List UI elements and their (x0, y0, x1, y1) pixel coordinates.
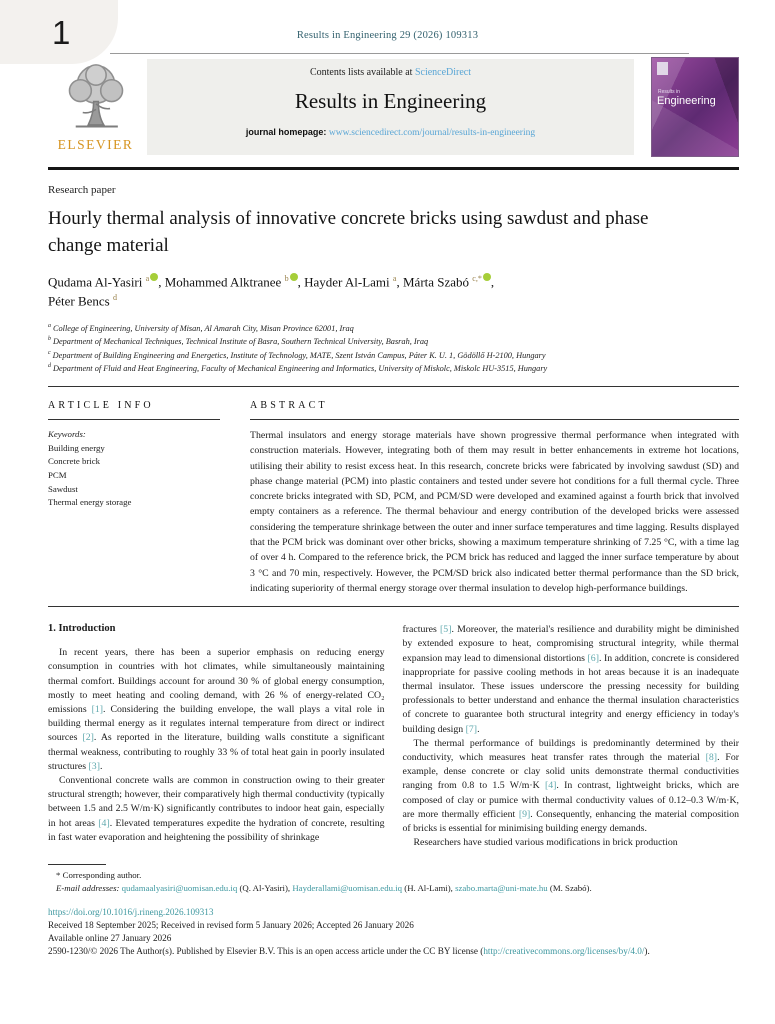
citation-link[interactable]: [7] (465, 723, 478, 735)
abstract-text: Thermal insulators and energy storage materials have shown progressive thermal performance when integrated with construction materials. However, integrating both of them may result in better enhancements in extreme hot locations, utilising their ability to resist excess heat. In this research, concrete bricks were fabricated by involving sawdust (SD) and phase change material (PCM) into plastic containers and tested under severe hot conditions for a full thermal cycle. Three concrete bricks integrated with SD, PCM, and PCM/SD were developed and examined against a fourth brick that involved empty containers as a reference. The thermal behaviour and energy contribution of the developed bricks were assessed considering the temperature shrinkage between the outer and inner surface temperatures and time lagging. Results displayed that the PCM brick was dominant over other bricks, showing a maximum temperature shrinking of 7.25 °C, with a time lag of over 4 h. Compared to the reference brick, the PCM brick has reduced and lagged the inner surface temperature by about 3 °C and 70 min, respectively. However, the PCM/SD brick also indicated better thermal performance than the SD brick, indicating superiority of thermal energy storage over thermal insulation to develop high-performance buildings. (250, 430, 739, 594)
cover-title-small: Results in (658, 89, 680, 95)
journal-header-box (147, 59, 634, 155)
affiliation (48, 362, 739, 376)
affiliation-sup: d (48, 363, 51, 370)
page-number: 1 (52, 14, 71, 51)
doi-link[interactable]: https://doi.org/10.1016/j.rineng.2026.109313 (48, 907, 214, 918)
link[interactable]: Hayderallami@uomisan.edu.iq (292, 883, 403, 894)
abstract-heading: ABSTRACT (250, 400, 328, 412)
orcid-icon[interactable] (150, 273, 158, 281)
journal-title: Results in Engineering (294, 89, 487, 113)
paragraph: In recent years, there has been a superior emphasis on reducing energy consumption in countries with hot climates, while simultaneously maintaining thermal comfort. Buildings account for around 30 % of global energy consumption, mostly to meet heating and cooling demand, with 26 % of energy-related CO₂ emissions [1]. Considering the building envelope, the wall plays a vital role in building thermal energy as it regulates internal temperature from direct or indirect sources [2]. As reported in the literature, building walls constitute a significant thermal weakness, contributing to roughly 33 % of total heat gain in poorly insulated structures [3]. (48, 647, 385, 772)
journal-reference: Results in Engineering 29 (2026) 109313 (296, 30, 479, 41)
publication-info (48, 907, 739, 956)
info-abstract-section (48, 400, 739, 596)
body-text (48, 623, 739, 850)
divider (250, 419, 739, 420)
footnote-block (48, 864, 739, 893)
keyword: Concrete brick (48, 456, 101, 467)
elsevier-wordmark: ELSEVIER (57, 137, 134, 152)
paragraph: fractures [5]. Moreover, the material's resilience and durability might be diminished by extended exposure to heat, compromising structural integrity, while thermal expansion may lead to dimensional distortions [6]. In addition, concrete is considered inappropriate for passive cooling methods in hot areas because it is an inadequate thermal insulator. These issues underscore the pressing necessity for building professionals to better understand and enhance the thermal insulation characteristics of concrete to guarantee both structural integrity and energy efficiency in today's building design [7]. (402, 624, 740, 735)
article-info-column (48, 400, 220, 596)
keywords-label: Keywords: (48, 429, 86, 440)
corresponding-author-note: * Corresponding author. (56, 870, 142, 881)
affiliation (48, 349, 739, 363)
divider-thick (48, 167, 739, 170)
body-column-left (48, 623, 385, 850)
keyword: Thermal energy storage (48, 497, 132, 508)
paragraph: Conventional concrete walls are common in construction owing to their greater structural strength; however, their comparatively high thermal conductivity (typically between 1.5 and 2.5 W/m·K) significantly contributes to indoor heat gain, especially in hot areas [4]. Elevated temperatures expedite the hydration of concrete, resulting in fast water evaporation and heightening the possibility of shrinkage (48, 774, 385, 843)
available-online: Available online 27 January 2026 (48, 933, 172, 944)
affiliation-sup: c (48, 349, 51, 356)
citation-link[interactable]: [3] (88, 760, 100, 772)
elsevier-tree-icon (57, 61, 135, 139)
affiliation-text: College of Engineering, University of Misan, Al Amarah City, Misan Province 62001, Iraq (52, 323, 354, 333)
article-title: Hourly thermal analysis of innovative concrete bricks using sawdust and phase change material (48, 208, 649, 256)
contents-line: Contents lists available at ScienceDirect (309, 67, 472, 78)
keyword: Building energy (48, 442, 105, 453)
email-addresses-line: E-mail addresses: qudamaalyasiri@uomisan.edu.iq (Q. Al-Yasiri), Hayderallami@uomisan.edu.iq (H. Al-Lami), szabo.marta@uni-mate.hu (M. Szabó). (56, 883, 592, 894)
citation-link[interactable]: [5] (440, 624, 452, 636)
section-heading: 1. Introduction (48, 623, 116, 635)
affiliations (48, 322, 739, 377)
affiliation-text: Department of Building Engineering and Energetics, Institute of Technology, MATE, Szent István Campus, Páter K. U. 1, Gödöllő H-2100, Hungary (52, 350, 546, 360)
body-column-right (403, 623, 740, 850)
link[interactable]: http://creativecommons.org/licenses/by/4.0/ (483, 946, 645, 957)
citation-link[interactable]: [1] (91, 703, 104, 715)
article-info-heading: ARTICLE INFO (48, 400, 154, 412)
citation-link[interactable]: [2] (82, 732, 94, 744)
affiliation-text: Department of Mechanical Techniques, Technical Institute of Basra, Southern Technical University, Basrah, Iraq (52, 336, 429, 346)
homepage-line: journal homepage: www.sciencedirect.com/journal/results-in-engineering (245, 127, 536, 138)
divider (48, 606, 739, 607)
divider (48, 419, 220, 420)
link[interactable]: www.sciencedirect.com/journal/results-in-engineering (328, 128, 536, 138)
article-type-label: Research paper (48, 184, 116, 196)
page-number-badge (0, 0, 118, 64)
keyword: Sawdust (48, 483, 78, 494)
link[interactable]: qudamaalyasiri@uomisan.edu.iq (121, 883, 238, 894)
affiliation (48, 335, 739, 349)
citation-link[interactable]: [9] (518, 808, 531, 820)
divider (110, 53, 689, 54)
link[interactable]: szabo.marta@uni-mate.hu (455, 883, 548, 894)
cover-logo (657, 62, 668, 75)
copyright-line: 2590-1230/© 2026 The Author(s). Published by Elsevier B.V. This is an open access article under the CC BY license (http://creativecommons.org/licenses/by/4.0/). (48, 946, 650, 957)
affiliation-sup: b (48, 336, 51, 343)
citation-link[interactable]: [4] (544, 780, 557, 792)
paragraph: The thermal performance of buildings is predominantly determined by their conductivity, which measures heat transfer rates through the material [8]. For example, dense concrete or clay solid units demonstrate thermal conductivities ranging from 0.8 to 1.5 W/m·K [4]. In contrast, lightweight bricks, which are composed of clay or pumice with thermal conductivity values of 0.12–0.3 W/m·K, are more thermally efficient [9]. Consequently, enhancing the material composition of bricks is essential for minimising building energy demands. (402, 737, 739, 834)
footnote-divider (48, 864, 106, 865)
received-dates: Received 18 September 2025; Received in revised form 5 January 2026; Accepted 26 January 2026 (48, 920, 414, 931)
affiliation-sup: a (48, 322, 51, 329)
link[interactable]: ScienceDirect (414, 67, 472, 78)
authors-line: Qudama Al-Yasiri $^a$ , Mohammed Alktranee $^b$ , Hayder Al-Lami $^a$, Márta Szabó $^{c,*}$ , Péter Bencs $^d$ (48, 274, 495, 309)
cover-title-big: Engineering (657, 95, 716, 107)
keyword: PCM (48, 469, 67, 480)
orcid-icon[interactable] (290, 273, 298, 281)
paragraph: Researchers have studied various modifications in brick production (413, 837, 678, 849)
journal-cover[interactable] (651, 57, 739, 157)
divider (48, 386, 739, 387)
citation-link[interactable]: [6] (587, 652, 599, 664)
masthead (48, 59, 739, 159)
affiliation (48, 322, 739, 336)
citation-link[interactable]: [8] (705, 751, 718, 763)
elsevier-logo[interactable] (48, 61, 143, 157)
citation-link[interactable]: [4] (98, 817, 110, 829)
orcid-icon[interactable] (483, 273, 491, 281)
abstract-column (250, 400, 739, 596)
affiliation-text: Department of Fluid and Heat Engineering, Faculty of Mechanical Engineering and Informatics, University of Miskolc, Miskolc HU-3515, Hungary (52, 364, 548, 374)
